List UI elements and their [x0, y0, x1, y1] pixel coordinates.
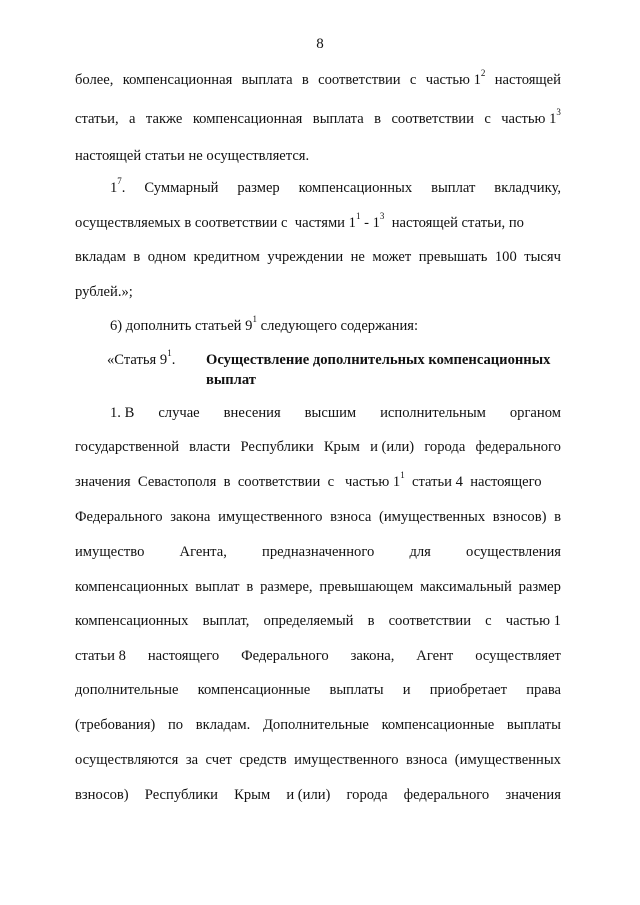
text-line: осуществляются за счет средств имущественного взноса (имущественных — [75, 752, 561, 768]
text-line: взносов) Республики Крым и (или) города федерального значения — [75, 787, 561, 803]
text-line: значения Севастополя в соответствии с частью $1^1$ статьи 4 настоящего — [75, 470, 542, 490]
text-line: статьи, а также компенсационная выплата в соответствии с частью $1^3$ — [75, 107, 561, 127]
text-line: (требования) по вкладам. Дополнительные компенсационные выплаты — [75, 717, 561, 733]
text-line: вкладам в одном кредитном учреждении не может превышать 100 тысяч — [75, 249, 561, 265]
text-line: 1. В случае внесения высшим исполнительным органом — [110, 405, 561, 421]
text-line: рублей.»; — [75, 284, 133, 300]
text-line: компенсационных выплат, определяемый в соответствии с частью 1 — [75, 613, 561, 629]
text-line: осуществляемых в соответствии с частями $1^1 - 1^3$ настоящей статьи, по — [75, 211, 524, 231]
text-line: дополнительные компенсационные выплаты и приобретает права — [75, 682, 561, 698]
text-line: настоящей статьи не осуществляется. — [75, 148, 310, 164]
page-number: 8 — [316, 36, 324, 52]
text-line: имущество Агента, предназначенного для осуществления — [75, 544, 561, 560]
text-line: более, компенсационная выплата в соответствии с частью $1^2$ настоящей — [75, 68, 561, 88]
text-line: компенсационных выплат в размере, превышающем максимальный размер — [75, 579, 561, 595]
text-line: Федерального закона имущественного взноса (имущественных взносов) в — [75, 509, 561, 525]
article-label: «Статья $9^1$. — [107, 348, 176, 368]
text-line: $1^7$. Суммарный размер компенсационных выплат вкладчику, — [110, 176, 561, 196]
text-line: статьи 8 настоящего Федерального закона, Агент осуществляет — [75, 648, 561, 664]
text-line: государственной власти Республики Крым и (или) города федерального — [75, 439, 561, 455]
article-title: Осуществление дополнительных компенсационных выплат — [206, 352, 551, 388]
text-line: 6) дополнить статьей $9^1$ следующего содержания: — [110, 314, 419, 334]
